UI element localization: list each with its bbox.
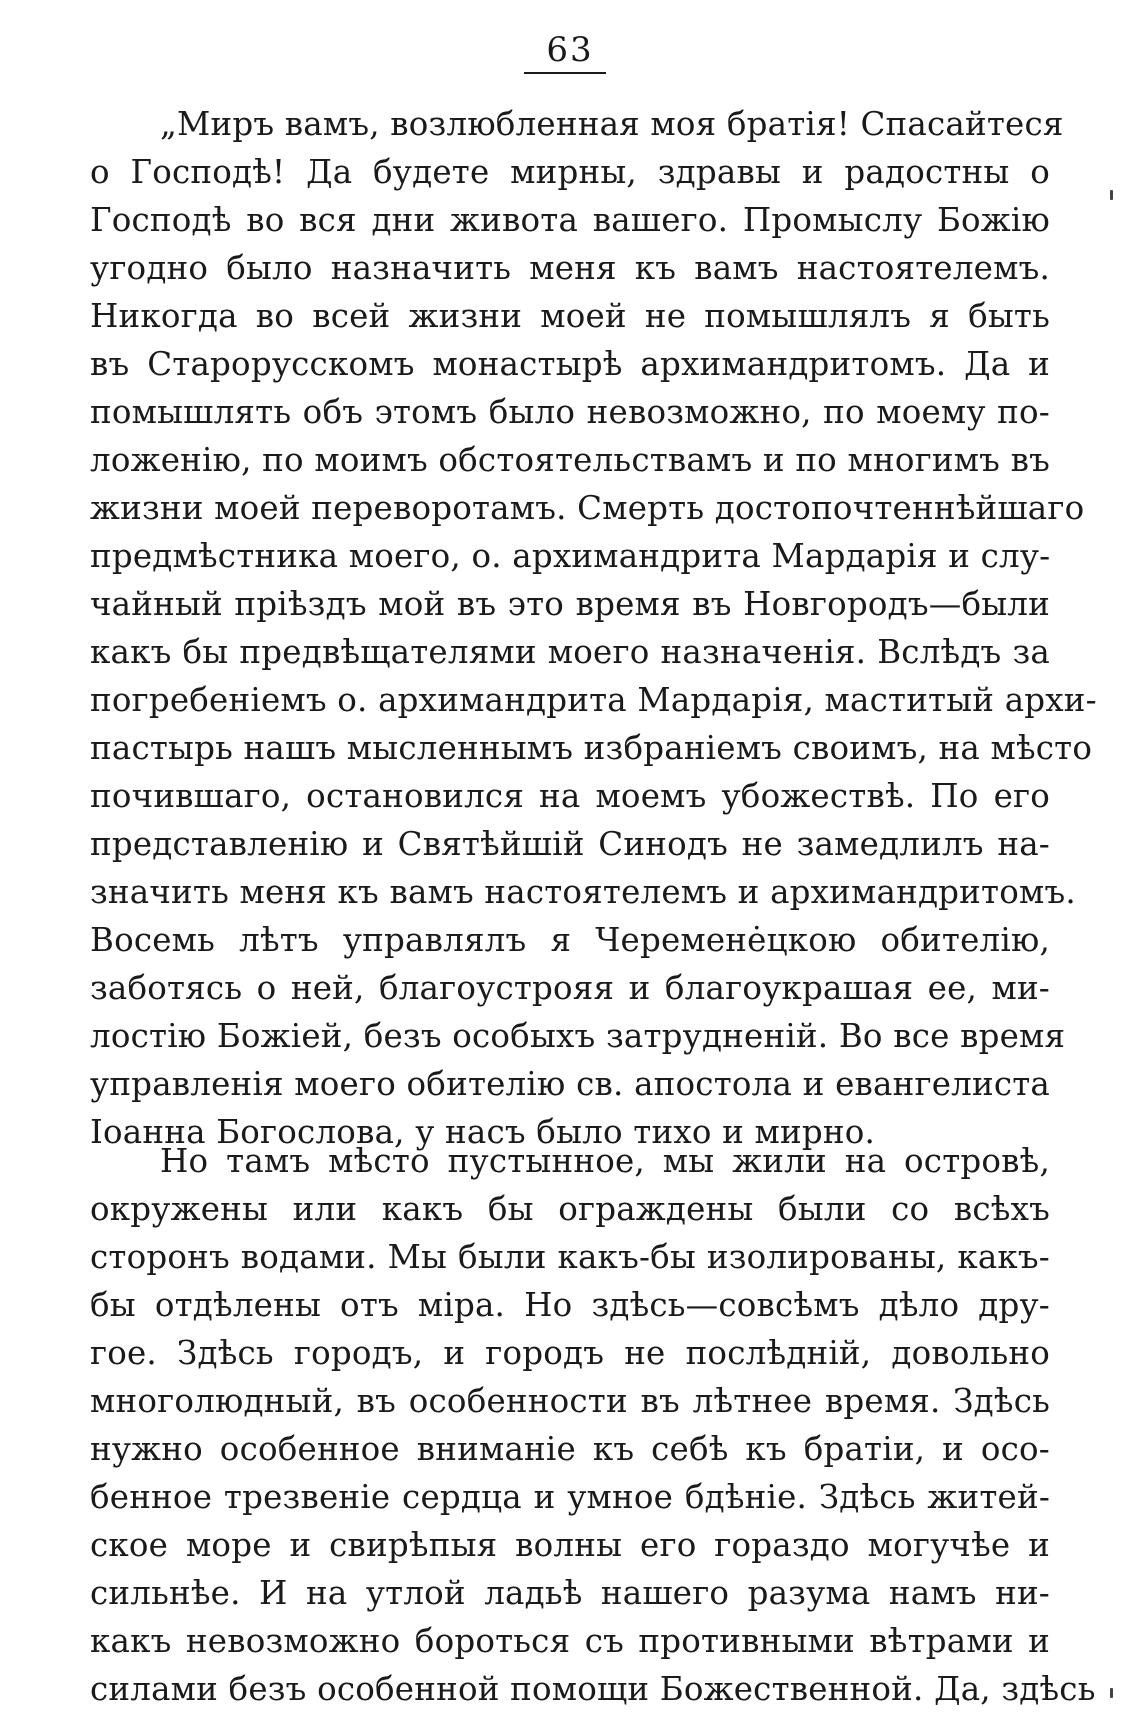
text-line: помышлять объ этомъ было невозможно, по моему по- bbox=[90, 393, 1050, 431]
text-line: нужно особенное вниманіе къ себѣ къ братіи, и осо- bbox=[90, 1430, 1050, 1468]
text-line: о Господѣ! Да будете мирны, здравы и радостны о bbox=[90, 153, 1050, 191]
text-line: окружены или какъ бы ограждены были со всѣхъ bbox=[90, 1190, 1050, 1228]
text-line: представленію и Святѣйшій Синодъ не замедлилъ на- bbox=[90, 825, 1050, 863]
text-line: сильнѣе. И на утлой ладьѣ нашего разума намъ ни- bbox=[90, 1574, 1050, 1612]
text-line: пастырь нашъ мысленнымъ избраніемъ своимъ, на мѣсто bbox=[90, 729, 1093, 767]
text-line: значить меня къ вамъ настоятелемъ и архимандритомъ. bbox=[90, 873, 1076, 911]
text-line: угодно было назначить меня къ вамъ настоятелемъ. bbox=[90, 249, 1050, 287]
text-line: силами безъ особенной помощи Божественной. Да, здѣсь bbox=[90, 1670, 1096, 1708]
text-line: многолюдный, въ особенности въ лѣтнее время. Здѣсь bbox=[90, 1382, 1050, 1420]
text-line: чайный пріѣздъ мой въ это время въ Новгородъ—были bbox=[90, 585, 1050, 623]
text-line: почившаго, остановился на моемъ убожествѣ. По его bbox=[90, 777, 1050, 815]
text-line: лостію Божіей, безъ особыхъ затрудненій. Во все время bbox=[90, 1017, 1066, 1055]
text-line: ское море и свирѣпыя волны его гораздо могучѣе и bbox=[90, 1526, 1050, 1564]
scan-artifact-mark bbox=[1110, 1688, 1113, 1698]
text-line: Но тамъ мѣсто пустынное, мы жили на островѣ, bbox=[160, 1142, 1050, 1180]
text-line: управленія моего обителію св. апостола и евангелиста bbox=[90, 1065, 1050, 1103]
page-number-rule bbox=[524, 72, 606, 74]
text-line: погребеніемъ о. архимандрита Мардарія, маститый архи- bbox=[90, 681, 1097, 719]
text-line: жизни моей переворотамъ. Смерть достопочтеннѣйшаго bbox=[90, 489, 1085, 527]
page-number: 63 bbox=[546, 30, 594, 70]
text-line: какъ бы предвѣщателями моего назначенія. Вслѣдъ за bbox=[90, 633, 1050, 671]
text-line: сторонъ водами. Мы были какъ-бы изолированы, какъ- bbox=[90, 1238, 1050, 1276]
text-line: заботясь о ней, благоустрояя и благоукрашая ее, ми- bbox=[90, 969, 1050, 1007]
paragraph-1 bbox=[90, 100, 1097, 1156]
text-line: какъ невозможно бороться съ противными вѣтрами и bbox=[90, 1622, 1050, 1660]
text-line: бы отдѣлены отъ міра. Но здѣсь—совсѣмъ дѣло дру- bbox=[90, 1286, 1050, 1324]
text-line: бенное трезвеніе сердца и умное бдѣніе. Здѣсь житей- bbox=[90, 1478, 1050, 1516]
text-line: въ Старорусскомъ монастырѣ архимандритомъ. Да и bbox=[90, 345, 1050, 383]
scan-artifact-mark bbox=[1110, 190, 1113, 200]
paragraph-2 bbox=[90, 1137, 1096, 1713]
text-line: Господѣ во вся дни живота вашего. Промыслу Божію bbox=[90, 201, 1050, 239]
text-line: Никогда во всей жизни моей не помышлялъ я быть bbox=[90, 297, 1050, 335]
text-line: предмѣстника моего, о. архимандрита Мардарія и слу- bbox=[90, 537, 1051, 575]
text-line: „Миръ вамъ, возлюбленная моя братія! Спасайтеся bbox=[160, 105, 1064, 143]
text-line: гое. Здѣсь городъ, и городъ не послѣдній, довольно bbox=[90, 1334, 1050, 1372]
text-line: Восемь лѣтъ управлялъ я Черемене̇цкою обителію, bbox=[90, 921, 1050, 959]
text-line: Іоанна Богослова, у насъ было тихо и мирно. bbox=[90, 1113, 876, 1151]
text-line: ложенію, по моимъ обстоятельствамъ и по многимъ въ bbox=[90, 441, 1050, 479]
